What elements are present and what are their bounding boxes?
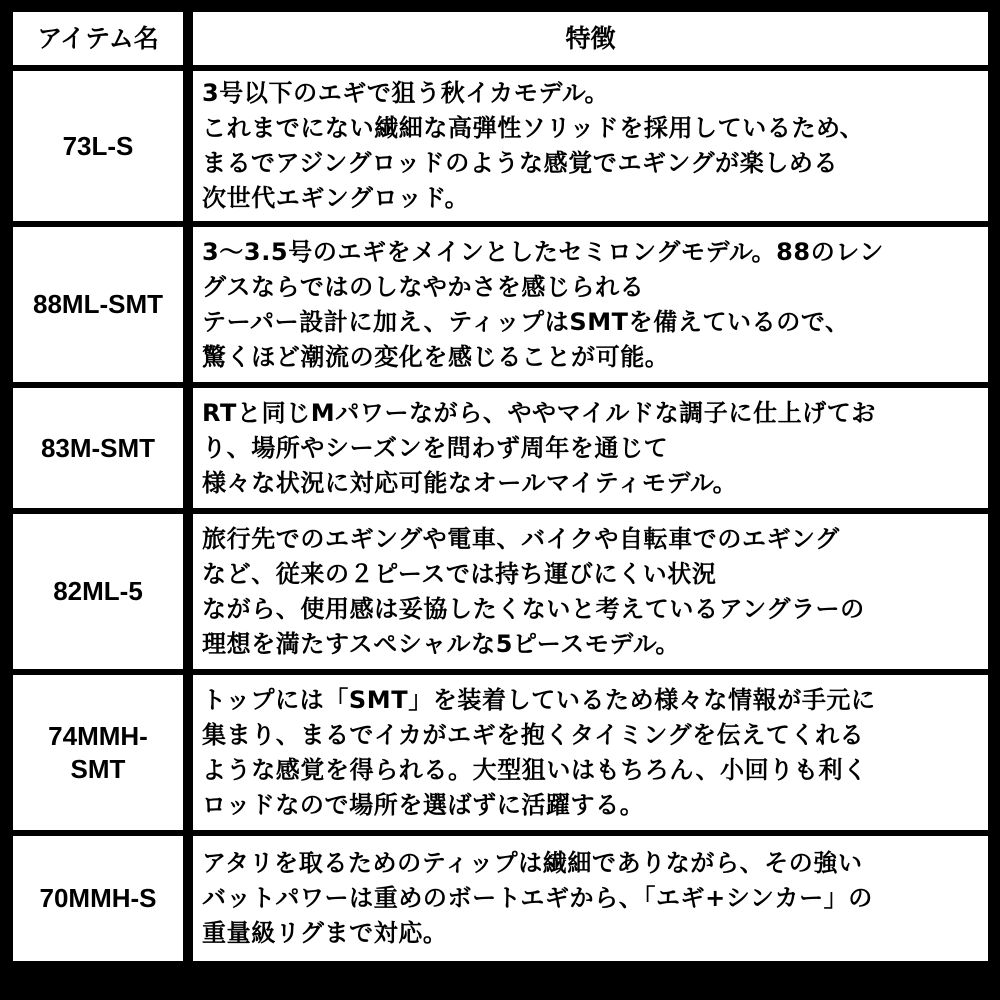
item-name-83m-smt: 83M-SMT [13,388,183,508]
item-name-74mmh-smt [13,675,183,830]
feature-line: グスならではのしなやかさを感じられる [202,272,645,301]
feature-line: トップには「SMT」を装着しているため様々な情報が手元に [202,685,876,714]
feature-line: 理想を満たすスペシャルな5ピースモデル。 [202,629,680,658]
item-name-82ml-5: 82ML-5 [13,514,183,669]
feature-line: 次世代エギングロッド。 [202,184,470,212]
item-name-73l-s: 73L-S [13,71,183,221]
feature-line: 重量級リグまで対応。 [202,919,448,947]
item-name-70mmh-s: 70MMH-S [13,836,183,961]
feature-line: バットパワーは重めのボートエギから、「エギ+シンカー」の [202,884,873,912]
feature-line: り、場所やシーズンを問わず周年を通じて [202,433,669,462]
feature-line: ながら、使用感は妥協したくないと考えているアングラーの [202,594,865,623]
feature-line: 3〜3.5号のエギをメインとしたセミロングモデル。88のレン [202,237,884,266]
feature-line: アタリを取るためのティップは繊細でありながら、その強い [202,849,863,877]
feature-line: ロッドなので場所を選ばずに活躍する。 [202,790,645,819]
feature-82ml-5 [193,514,988,669]
feature-88ml-smt [193,227,988,382]
feature-line: ような感覚を得られる。大型狙いはもちろん、小回りも利く [202,755,868,784]
feature-83m-smt [193,388,988,508]
feature-73l-s [193,71,988,221]
feature-line: RTと同じMパワーながら、ややマイルドな調子に仕上げてお [202,398,876,427]
item-name-line: SMT [70,753,126,784]
header-feature: 特徴 [193,12,988,65]
feature-line: 旅行先でのエギングや電車、バイクや自転車でのエギング [202,524,840,553]
header-item-name: アイテム名 [13,12,183,65]
feature-line: まるでアジングロッドのような感覚でエギングが楽しめる [202,149,839,177]
item-name-88ml-smt: 88ML-SMT [13,227,183,382]
feature-line: これまでにない繊細な高弾性ソリッドを採用しているため、 [202,114,865,142]
feature-line: 3号以下のエギで狙う秋イカモデル。 [202,79,610,107]
feature-line: 驚くほど潮流の変化を感じることが可能。 [202,342,670,371]
feature-line: 集まり、まるでイカがエギを抱くタイミングを伝えてくれる [202,720,865,749]
feature-line: テーパー設計に加え、ティップはSMTを備えているので、 [202,307,850,336]
feature-line: 様々な状況に対応可能なオールマイティモデル。 [202,468,738,497]
feature-line: など、従来の２ピースでは持ち運びにくい状況 [202,559,717,588]
feature-74mmh-smt [193,675,988,830]
feature-70mmh-s [193,836,988,961]
item-name-line: 74MMH- [48,721,148,751]
